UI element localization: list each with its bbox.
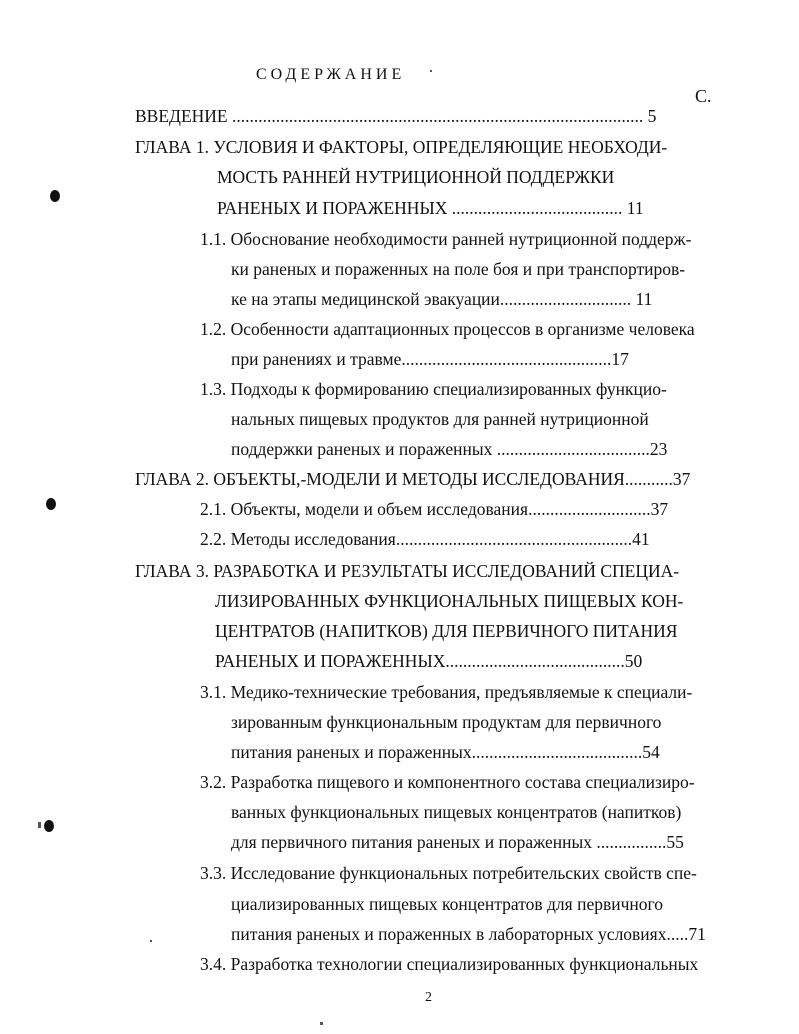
punch-hole <box>46 498 56 510</box>
page-number: 2 <box>425 990 432 1005</box>
toc-section-2-2: 2.2. Методы исследования......................................................41 <box>200 529 650 549</box>
toc-section-1-2: 1.2. Особенности адаптационных процессов в организме человека <box>200 319 695 339</box>
toc-chapter-2: ГЛАВА 2. ОБЪЕКТЫ,-МОДЕЛИ И МЕТОДЫ ИССЛЕДОВАНИЯ...........37 <box>135 469 691 489</box>
punch-hole <box>50 190 60 202</box>
toc-section-1-1-cont: ки раненых и пораженных на поле боя и при транспортиров- <box>231 259 686 279</box>
toc-section-3-3-cont: циализированных пищевых концентратов для первичного <box>231 894 663 914</box>
toc-chapter-1-cont: РАНЕНЫХ И ПОРАЖЕННЫХ ....................................... 11 <box>217 198 644 218</box>
scan-speck <box>150 940 152 942</box>
toc-chapter-3-cont: ЦЕНТРАТОВ (НАПИТКОВ) ДЛЯ ПЕРВИЧНОГО ПИТАНИЯ <box>215 621 678 641</box>
toc-chapter-3-cont: ЛИЗИРОВАННЫХ ФУНКЦИОНАЛЬНЫХ ПИЩЕВЫХ КОН- <box>215 591 684 611</box>
toc-section-3-1-cont: зированным функциональным продуктам для первичного <box>231 712 662 732</box>
toc-chapter-3-cont: РАНЕНЫХ И ПОРАЖЕННЫХ.........................................50 <box>215 651 643 671</box>
toc-section-1-2-cont: при ранениях и травме................................................17 <box>231 349 629 369</box>
toc-chapter-1: ГЛАВА 1. УСЛОВИЯ И ФАКТОРЫ, ОПРЕДЕЛЯЮЩИЕ НЕОБХОДИ- <box>135 137 668 157</box>
toc-section-1-1-cont: ке на этапы медицинской эвакуации.............................. 11 <box>231 289 653 309</box>
toc-section-2-1: 2.1. Объекты, модели и объем исследования............................37 <box>200 499 669 519</box>
toc-entry-intro: ВВЕДЕНИЕ .............................................................................................. 5 <box>135 106 657 126</box>
page-title: СОДЕРЖАНИЕ <box>256 66 406 83</box>
toc-section-3-3: 3.3. Исследование функциональных потребительских свойств спе- <box>200 863 697 883</box>
toc-section-3-3-cont: питания раненых и пораженных в лабораторных условиях.....71 <box>231 924 706 944</box>
toc-section-3-2-cont: ванных функциональных пищевых концентратов (напитков) <box>231 802 682 822</box>
scan-speck <box>38 822 41 828</box>
toc-section-1-1: 1.1. Обоснование необходимости ранней нутриционной поддерж- <box>200 229 692 249</box>
toc-section-1-3-cont: поддержки раненых и пораженных ...................................23 <box>231 439 668 459</box>
toc-section-3-2: 3.2. Разработка пищевого и компонентного состава специализиро- <box>200 772 695 792</box>
scan-speck <box>320 1022 323 1025</box>
scan-speck <box>430 70 432 72</box>
toc-section-1-3: 1.3. Подходы к формированию специализированных функцио- <box>200 379 667 399</box>
toc-chapter-3: ГЛАВА 3. РАЗРАБОТКА И РЕЗУЛЬТАТЫ ИССЛЕДОВАНИЙ СПЕЦИА- <box>135 561 680 581</box>
toc-section-3-1: 3.1. Медико-технические требования, предъявляемые к специали- <box>200 682 693 702</box>
toc-chapter-1-cont: МОСТЬ РАННЕЙ НУТРИЦИОННОЙ ПОДДЕРЖКИ <box>217 167 615 187</box>
punch-hole <box>44 820 54 832</box>
toc-section-1-3-cont: нальных пищевых продуктов для ранней нутриционной <box>231 409 649 429</box>
page-column-label: С. <box>695 86 712 106</box>
toc-section-3-4: 3.4. Разработка технологии специализированных функциональных <box>200 954 699 974</box>
toc-section-3-2-cont: для первичного питания раненых и пораженных ................55 <box>231 832 684 852</box>
toc-section-3-1-cont: питания раненых и пораженных.......................................54 <box>231 742 660 762</box>
